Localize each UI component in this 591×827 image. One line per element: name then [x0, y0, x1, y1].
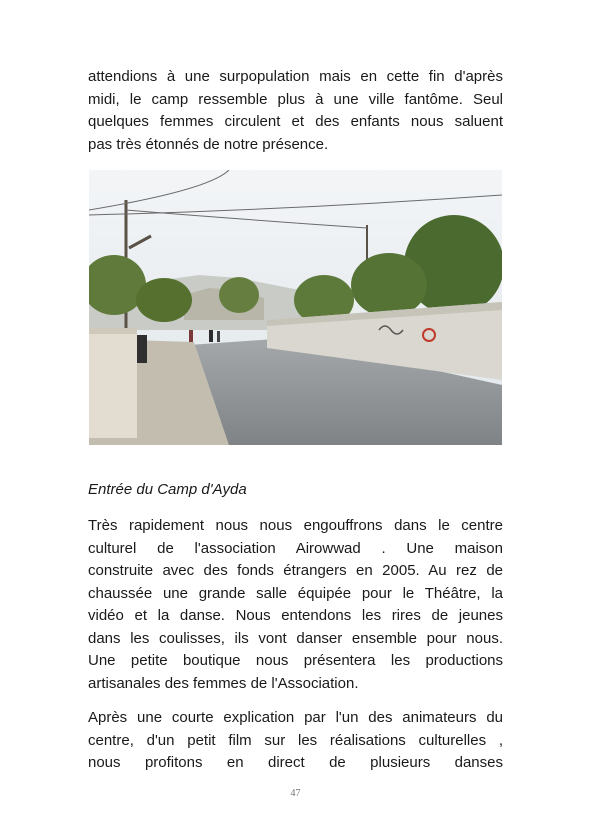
- camp-entrance-photo: [89, 170, 502, 445]
- text-line: Une petite boutique nous présentera les productions: [88, 652, 503, 669]
- text-line: Très rapidement nous nous engouffrons dans le centre: [88, 517, 503, 534]
- text-line: attendions à une surpopulation mais en cette fin d'après: [88, 68, 503, 85]
- text-line: midi, le camp ressemble plus à une ville fantôme. Seul: [88, 90, 503, 108]
- text-line: dans les coulisses, ils vont danser ensemble pour nous.: [88, 629, 503, 647]
- text-line: artisanales des femmes de l'Association.: [88, 674, 359, 692]
- paragraph-middle: [88, 515, 503, 695]
- photo-caption: Entrée du Camp d'Ayda: [88, 481, 247, 498]
- page-number: 47: [290, 788, 301, 799]
- text-line: quelques femmes circulent et des enfants nous saluent: [88, 113, 503, 130]
- text-line: pas très étonnés de notre présence.: [88, 135, 329, 153]
- text-line: nous profitons en direct de plusieurs danses: [88, 754, 503, 771]
- text-line: Après une courte explication par l'un des animateurs du: [88, 709, 503, 726]
- text-line: culturel de l'association Airowwad . Une maison: [88, 539, 503, 557]
- text-line: centre, d'un petit film sur les réalisations culturelles ,: [88, 731, 503, 749]
- text-line: chaussée une grande salle équipée pour le Théâtre, la: [88, 584, 503, 602]
- text-line: construite avec des fonds étrangers en 2005. Au rez de: [88, 562, 503, 579]
- paragraph-top: [88, 66, 503, 156]
- paragraph-bottom: [88, 707, 503, 775]
- text-line: vidéo et la danse. Nous entendons les rires de jeunes: [88, 607, 503, 624]
